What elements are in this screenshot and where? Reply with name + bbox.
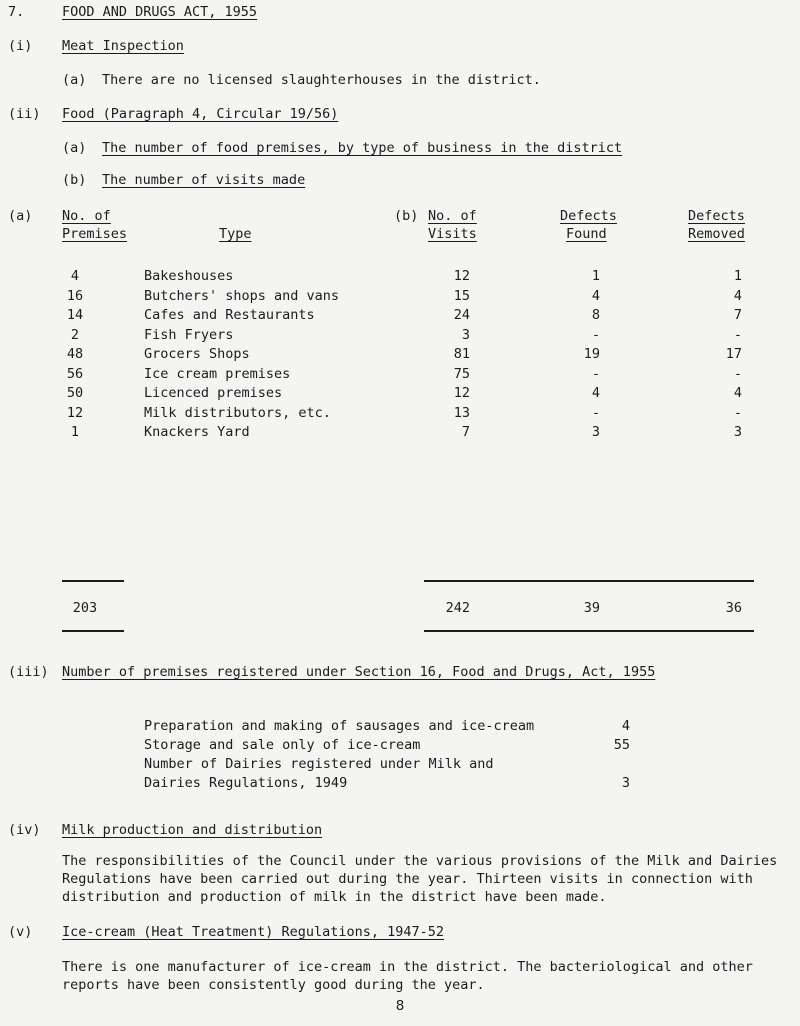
cell-type: Ice cream premises [144, 365, 291, 382]
cell-type: Grocers Shops [144, 346, 250, 362]
cell-premises: 4 [70, 268, 80, 284]
divider [424, 580, 754, 582]
cell-removed: 3 [733, 424, 742, 440]
registration-item-value: 55 [613, 737, 630, 753]
cell-found: 1 [591, 268, 600, 284]
cell-visits: 15 [453, 287, 470, 304]
header-removed-line1: Defects [688, 208, 745, 224]
cell-found: - [591, 326, 600, 343]
dairies-label-line1: Number of Dairies registered under Milk and [144, 756, 494, 772]
cell-type: Knackers Yard [144, 424, 250, 440]
item-label: (a) [62, 140, 87, 156]
cell-visits: 13 [453, 404, 470, 421]
subsection-number: (ii) [8, 106, 41, 122]
cell-type: Licenced premises [144, 385, 283, 401]
header-found-line1: Defects [560, 208, 617, 224]
paragraph-ice-cream: There is one manufacturer of ice-cream in the district. The bacteriological and other reports have been consistently good during the year. [62, 959, 753, 993]
cell-type: Fish Fryers [144, 326, 234, 343]
divider [424, 630, 754, 632]
header-visits-line2: Visits [428, 226, 477, 242]
header-removed-line2: Removed [688, 226, 745, 242]
cell-visits: 75 [453, 365, 470, 382]
divider [62, 630, 124, 632]
cell-removed: - [733, 404, 742, 421]
cell-found: 4 [591, 287, 600, 304]
table-label-a: (a) [8, 208, 33, 224]
cell-removed: - [733, 326, 742, 343]
cell-premises: 56 [66, 365, 84, 382]
cell-visits: 24 [453, 307, 470, 323]
cell-premises: 12 [66, 404, 84, 421]
registration-item-value: 4 [621, 718, 630, 734]
cell-premises: 1 [70, 424, 80, 440]
cell-found: - [591, 404, 600, 421]
item-text: The number of visits made [102, 172, 306, 188]
cell-removed: 17 [725, 346, 742, 362]
cell-premises: 48 [66, 346, 84, 362]
cell-removed: 4 [733, 287, 742, 304]
cell-type: Cafes and Restaurants [144, 307, 315, 323]
dairies-label-line2: Dairies Regulations, 1949 [144, 775, 348, 791]
cell-visits: 12 [453, 385, 470, 401]
item-label: (a) [62, 72, 87, 88]
subsection-number: (iv) [8, 822, 41, 838]
cell-premises: 2 [70, 326, 80, 343]
subsection-number: (iii) [8, 664, 49, 680]
item-text: The number of food premises, by type of business in the district [102, 140, 623, 156]
total-visits: 242 [445, 600, 470, 616]
item-text: There are no licensed slaughterhouses in the district. [102, 72, 541, 88]
subsection-title: Food (Paragraph 4, Circular 19/56) [62, 106, 339, 122]
total-removed: 36 [725, 600, 742, 616]
table-label-b: (b) [394, 208, 419, 224]
header-visits-line1: No. of [428, 208, 477, 224]
registration-item-label: Preparation and making of sausages and ice-cream [144, 718, 535, 734]
header-premises-line1: No. of [62, 208, 111, 224]
registration-item-label: Storage and sale only of ice-cream [144, 737, 421, 753]
subsection-number: (i) [8, 38, 33, 54]
cell-removed: 1 [733, 268, 742, 284]
subsection-title: Milk production and distribution [62, 822, 323, 838]
cell-premises: 50 [66, 385, 84, 401]
cell-removed: - [733, 365, 742, 382]
cell-found: 8 [591, 307, 600, 323]
section-number: 7. [8, 4, 25, 20]
header-premises-line2: Premises [62, 226, 128, 242]
cell-found: - [591, 365, 600, 382]
total-found: 39 [583, 600, 600, 616]
cell-type: Butchers' shops and vans [144, 287, 340, 304]
cell-removed: 7 [733, 307, 742, 323]
divider [62, 580, 124, 582]
cell-visits: 3 [461, 326, 470, 343]
subsection-number: (v) [8, 924, 33, 940]
header-type: Type [219, 226, 252, 242]
page-number: 8 [395, 998, 405, 1014]
subsection-title: Number of premises registered under Section 16, Food and Drugs, Act, 1955 [62, 664, 656, 680]
subsection-title: Ice-cream (Heat Treatment) Regulations, 1947-52 [62, 924, 445, 940]
cell-type: Bakeshouses [144, 268, 234, 284]
subsection-title: Meat Inspection [62, 38, 184, 54]
paragraph-milk: The responsibilities of the Council under the various provisions of the Milk and Dairies Regulations have been carried out during the year. Thirteen visits in connection with distribution and production of milk in the district have been made. [62, 853, 778, 905]
item-label: (b) [62, 172, 87, 188]
cell-found: 19 [583, 346, 600, 362]
cell-visits: 12 [453, 268, 470, 284]
cell-visits: 81 [453, 346, 470, 362]
cell-premises: 14 [66, 307, 84, 323]
cell-found: 3 [591, 424, 600, 440]
cell-visits: 7 [461, 424, 470, 440]
total-premises: 203 [72, 600, 98, 616]
cell-type: Milk distributors, etc. [144, 404, 331, 421]
cell-removed: 4 [733, 385, 742, 401]
dairies-value: 3 [621, 775, 630, 791]
cell-premises: 16 [66, 287, 84, 304]
section-title: FOOD AND DRUGS ACT, 1955 [62, 4, 258, 20]
cell-found: 4 [591, 385, 600, 401]
header-found-line2: Found [566, 226, 607, 242]
